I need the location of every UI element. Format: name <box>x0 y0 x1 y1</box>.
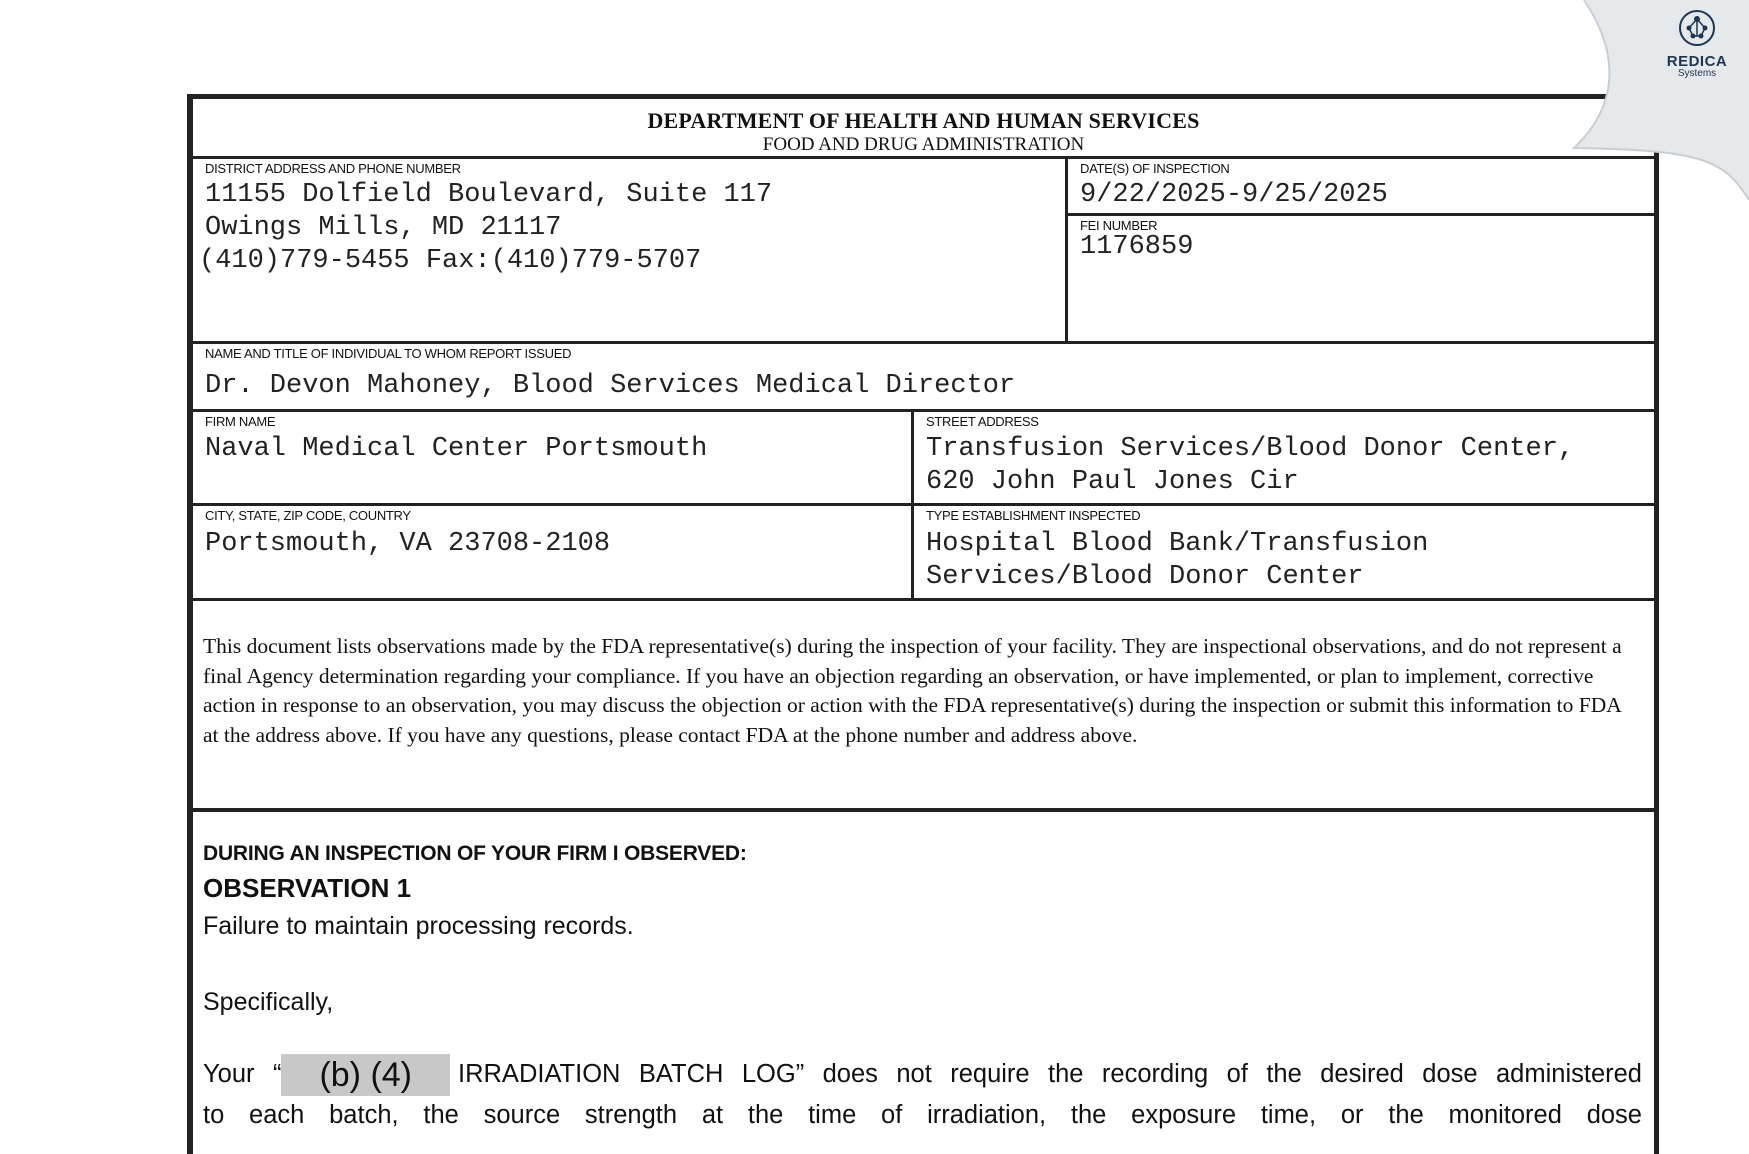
network-icon <box>1677 8 1717 48</box>
district-cell <box>193 159 1065 341</box>
city-cell <box>193 506 911 598</box>
para-start: Your “ <box>203 1060 282 1088</box>
street-line1: Transfusion Services/Blood Donor Center, <box>926 434 1575 464</box>
para-line2: to each batch, the source strength at the time of irradiation, the exposure time, or the monitored dose <box>203 1101 1642 1129</box>
divider <box>193 598 1654 601</box>
district-line3: (410)779-5455 Fax:(410)779-5707 <box>199 246 702 276</box>
recipient-value: Dr. Devon Mahoney, Blood Services Medical Director <box>205 371 1016 401</box>
fei-label: FEI NUMBER <box>1080 218 1158 233</box>
street-cell <box>914 412 1654 503</box>
recipient-cell <box>193 344 1654 409</box>
establishment-line1: Hospital Blood Bank/Transfusion <box>926 529 1429 559</box>
establishment-label: TYPE ESTABLISHMENT INSPECTED <box>926 508 1141 523</box>
firm-label: FIRM NAME <box>205 414 276 429</box>
agency-title: FOOD AND DRUG ADMINISTRATION <box>762 134 1085 155</box>
form-header <box>193 99 1654 159</box>
notice-text: This document lists observations made by the FDA representative(s) during the inspection of your facility. They are inspectional observations, and do not represent a final Agency determination regarding your compliance. If you have an objection regarding an observation, or have implemented, or plan to implement, corrective action in response to an observation, you may discuss the objection or action with the FDA representative(s) during the inspection or submit this information to FDA at the address above. If you have any questions, please contact FDA at the phone number and address above. <box>203 634 1622 747</box>
recipient-label: NAME AND TITLE OF INDIVIDUAL TO WHOM REPORT ISSUED <box>205 346 572 361</box>
dates-value: 9/22/2025-9/25/2025 <box>1080 180 1388 210</box>
district-label: DISTRICT ADDRESS AND PHONE NUMBER <box>205 161 461 176</box>
street-label: STREET ADDRESS <box>926 414 1039 429</box>
observation-specifically: Specifically, <box>203 988 334 1016</box>
city-value: Portsmouth, VA 23708-2108 <box>205 529 611 559</box>
fda-483-form <box>187 94 1659 1154</box>
observation-title: OBSERVATION 1 <box>203 873 412 903</box>
observation-paragraph <box>203 1054 1642 1134</box>
redaction-box: (b) (4) <box>281 1054 450 1096</box>
dates-label: DATE(S) OF INSPECTION <box>1080 161 1230 176</box>
fei-cell <box>1068 216 1654 341</box>
city-label: CITY, STATE, ZIP CODE, COUNTRY <box>205 508 411 523</box>
divider <box>193 808 1654 812</box>
fei-value: 1176859 <box>1080 232 1194 262</box>
department-title: DEPARTMENT OF HEALTH AND HUMAN SERVICES <box>647 108 1200 133</box>
observations-heading: DURING AN INSPECTION OF YOUR FIRM I OBSERVED: <box>203 842 747 865</box>
firm-cell <box>193 412 911 503</box>
logo-name: REDICA <box>1666 53 1728 70</box>
establishment-line2: Services/Blood Donor Center <box>926 562 1364 592</box>
establishment-cell <box>914 506 1654 598</box>
observation-summary: Failure to maintain processing records. <box>203 912 634 940</box>
district-line2: Owings Mills, MD 21117 <box>205 213 562 243</box>
logo-sub: Systems <box>1677 68 1717 79</box>
street-line2: 620 John Paul Jones Cir <box>926 467 1299 497</box>
firm-value: Naval Medical Center Portsmouth <box>205 434 708 464</box>
para-rest: IRRADIATION BATCH LOG” does not require the recording of the desired dose administered <box>458 1060 1642 1088</box>
district-line1: 11155 Dolfield Boulevard, Suite 117 <box>205 180 773 210</box>
redica-logo[interactable] <box>1657 8 1737 79</box>
